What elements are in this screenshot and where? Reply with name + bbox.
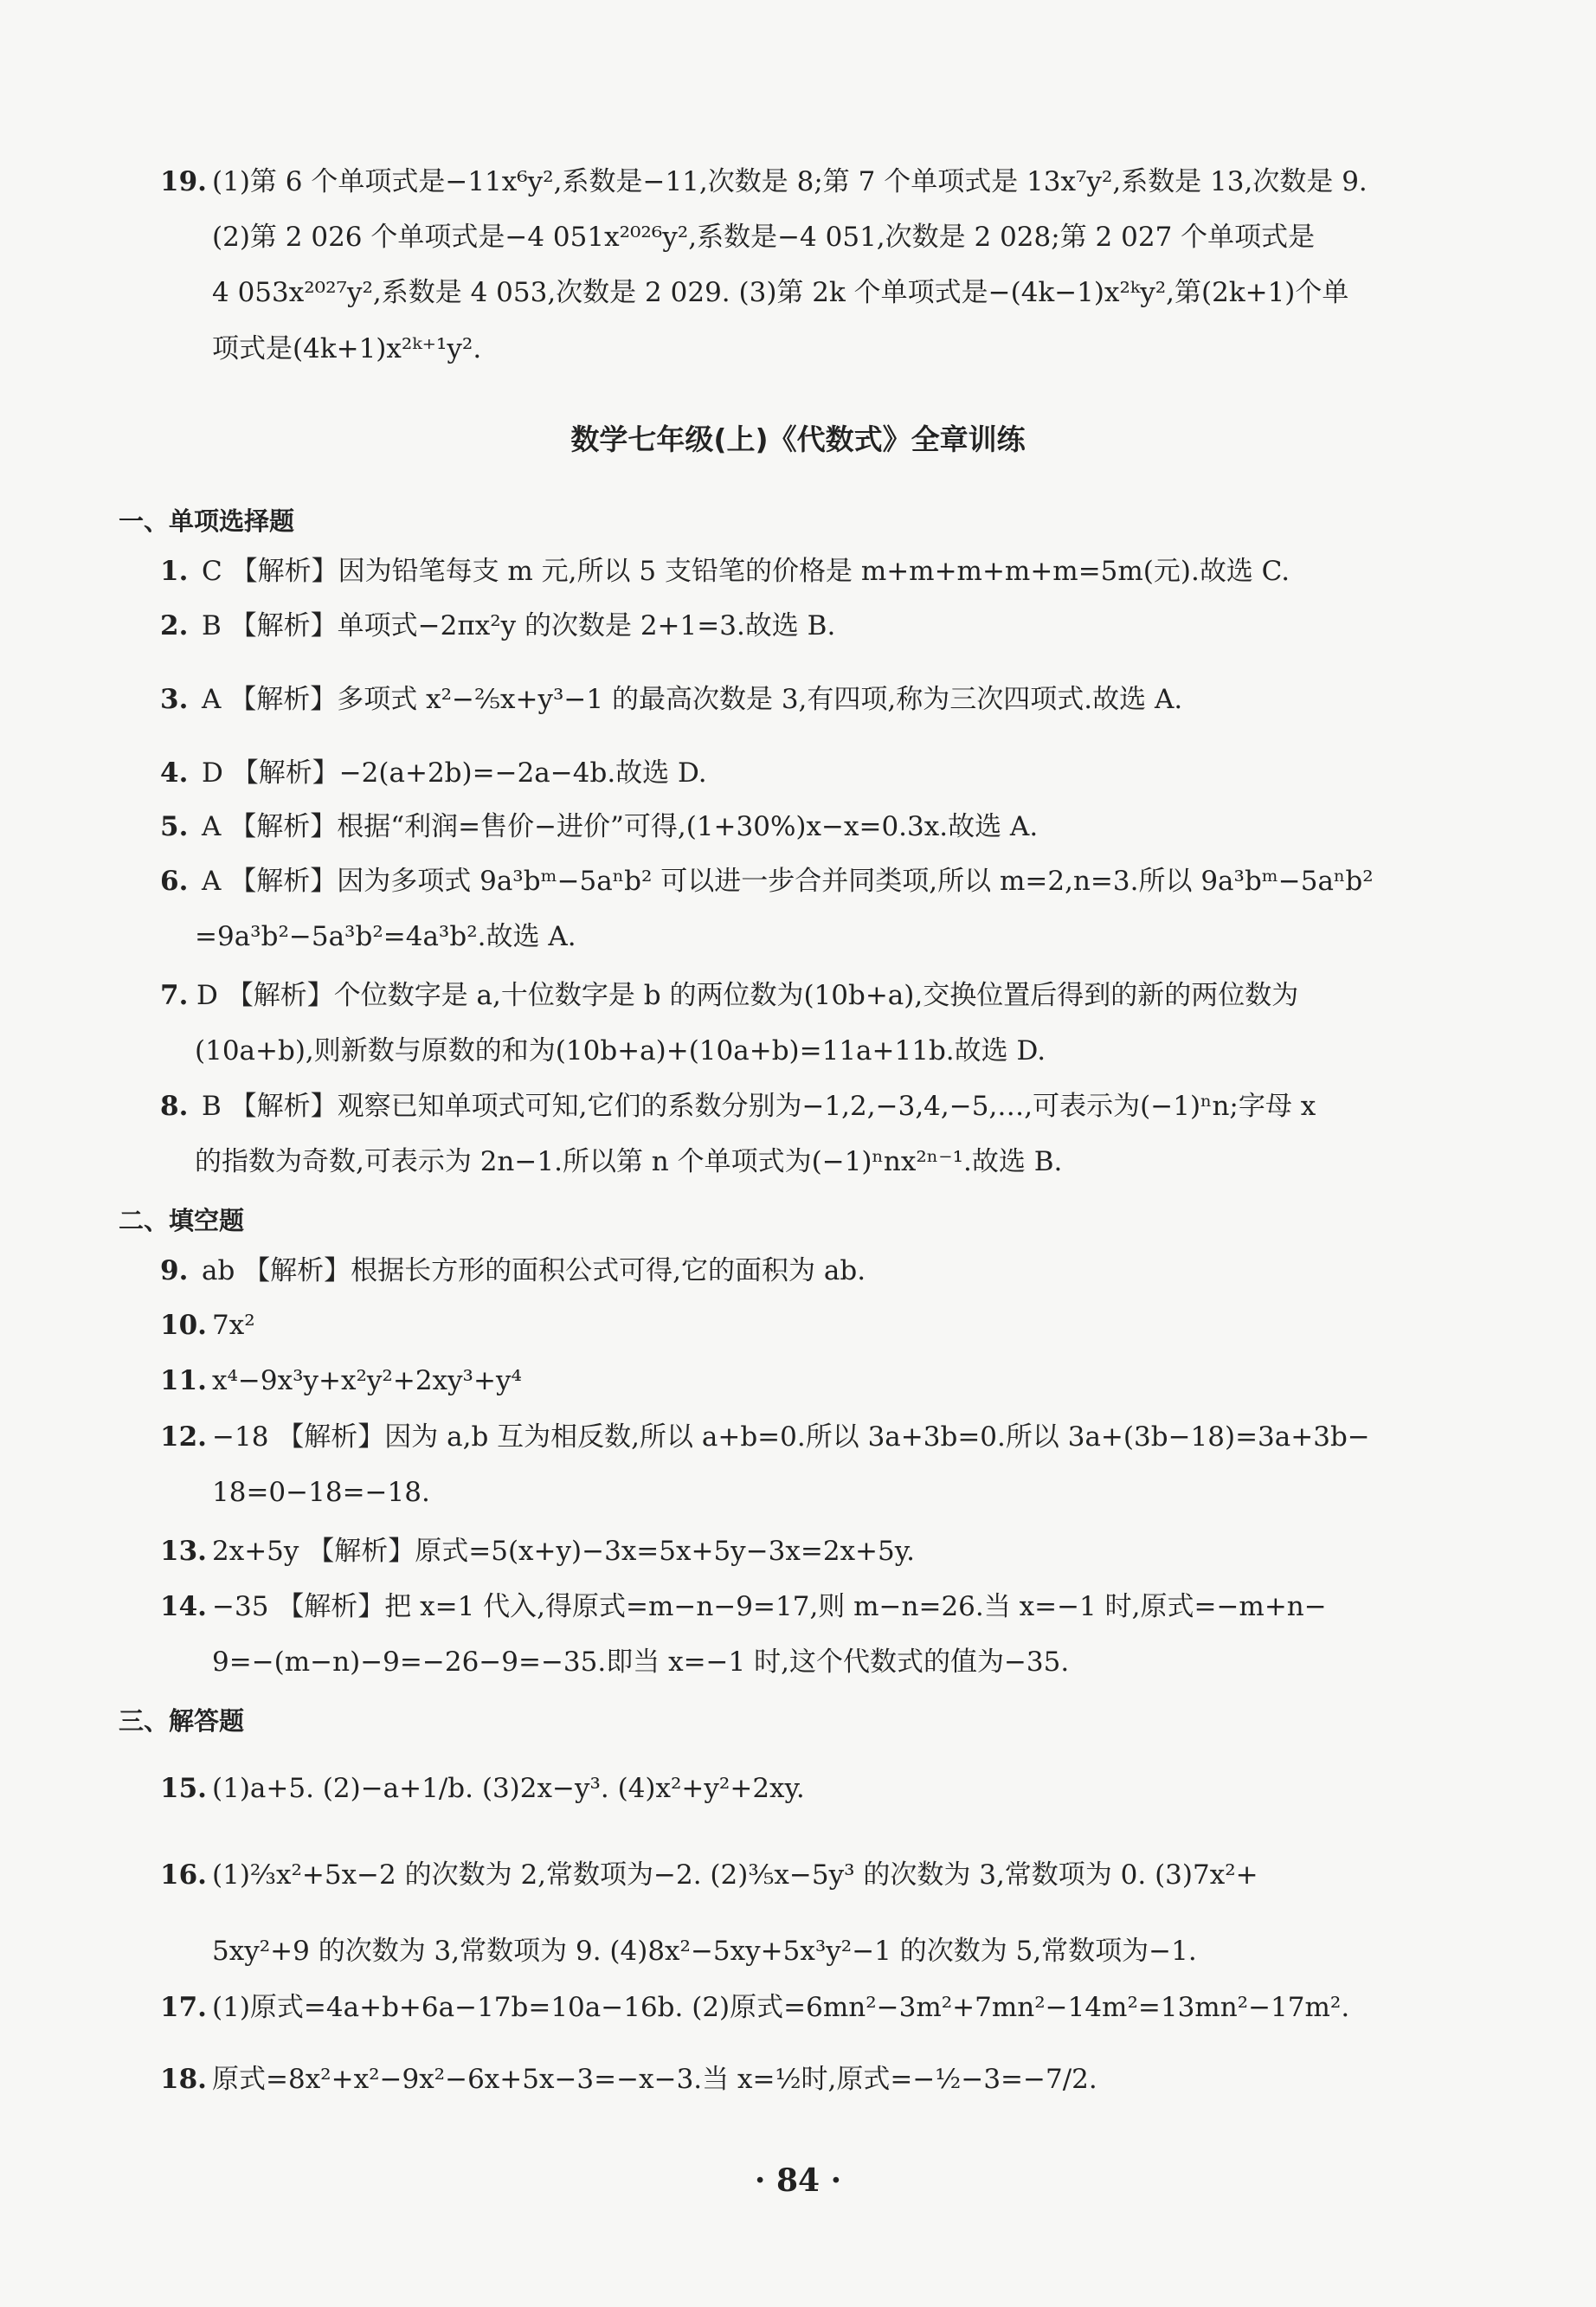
answer-text: B 【解析】观察已知单项式可知,它们的系数分别为−1,2,−3,4,−5,…,可表示为(−1)ⁿn;字母 x <box>202 1091 1316 1122</box>
question-number: 10. <box>160 1310 207 1341</box>
q14-line-2 <box>0 1645 1596 1679</box>
q17 <box>0 1990 1596 2025</box>
question-number: 4. <box>160 757 189 789</box>
q9 <box>0 1253 1596 1288</box>
q14-line-1 <box>0 1589 1596 1624</box>
answer-text: −35 【解析】把 x=1 代入,得原式=m−n−9=17,则 m−n=26.当 x=−1 时,原式=−m+n− <box>212 1591 1327 1622</box>
question-number: 19. <box>160 166 207 197</box>
q19-line-4 <box>0 332 1596 366</box>
q19-line-3 <box>0 275 1596 310</box>
answer-text: x⁴−9x³y+x²y²+2xy³+y⁴ <box>212 1365 522 1396</box>
q16-line-1 <box>0 1858 1596 1892</box>
q8-line-1 <box>0 1089 1596 1124</box>
q19-line-1 <box>0 164 1596 199</box>
question-number: 2. <box>160 610 189 641</box>
q8-line-2 <box>0 1144 1596 1179</box>
answer-text: 9=−(m−n)−9=−26−9=−35.即当 x=−1 时,这个代数式的值为−35. <box>212 1646 1070 1678</box>
question-number: 9. <box>160 1255 189 1286</box>
section-heading-problems: 三、解答题 <box>119 1706 245 1736</box>
question-number: 7. <box>160 980 189 1011</box>
q13 <box>0 1534 1596 1569</box>
q7-line-2 <box>0 1034 1596 1068</box>
answer-text: =9a³b²−5a³b²=4a³b².故选 A. <box>195 921 576 952</box>
question-number: 18. <box>160 2064 207 2095</box>
answer-text: A 【解析】根据“利润=售价−进价”可得,(1+30%)x−x=0.3x.故选 A. <box>202 811 1039 842</box>
answer-text: C 【解析】因为铅笔每支 m 元,所以 5 支铅笔的价格是 m+m+m+m+m=5m(元).故选 C. <box>202 556 1290 587</box>
question-number: 11. <box>160 1365 207 1396</box>
q5 <box>0 809 1596 844</box>
answer-text: (1)原式=4a+b+6a−17b=10a−16b. (2)原式=6mn²−3m²+7mn²−14m²=13mn²−17m². <box>212 1992 1350 2023</box>
answer-text: 7x² <box>212 1310 255 1341</box>
chapter-title: 数学七年级(上)《代数式》全章训练 <box>570 422 1026 456</box>
q10 <box>0 1308 1596 1343</box>
q16-line-2 <box>0 1934 1596 1969</box>
answer-text: D 【解析】−2(a+2b)=−2a−4b.故选 D. <box>202 757 707 789</box>
q3 <box>0 682 1596 717</box>
answer-text: 5xy²+9 的次数为 3,常数项为 9. (4)8x²−5xy+5x³y²−1 的次数为 5,常数项为−1. <box>212 1936 1197 1967</box>
q7-line-1 <box>0 978 1596 1013</box>
section-heading-fill-in: 二、填空题 <box>119 1206 245 1235</box>
answer-text: (1)⅔x²+5x−2 的次数为 2,常数项为−2. (2)⅗x−5y³ 的次数为 3,常数项为 0. (3)7x²+ <box>212 1859 1258 1891</box>
question-number: 15. <box>160 1773 207 1804</box>
q12-line-2 <box>0 1475 1596 1510</box>
answer-text: D 【解析】个位数字是 a,十位数字是 b 的两位数为(10b+a),交换位置后得到的新的两位数为 <box>196 980 1299 1011</box>
question-number: 3. <box>160 684 189 715</box>
q18 <box>0 2062 1596 2097</box>
q6-line-1 <box>0 864 1596 899</box>
q11 <box>0 1363 1596 1398</box>
section-heading-multiple-choice: 一、单项选择题 <box>119 506 295 536</box>
answer-text: (1)第 6 个单项式是−11x⁶y²,系数是−11,次数是 8;第 7 个单项式是 13x⁷y²,系数是 13,次数是 9. <box>212 166 1368 197</box>
question-number: 1. <box>160 556 189 587</box>
answer-text: (1)a+5. (2)−a+1/b. (3)2x−y³. (4)x²+y²+2xy. <box>212 1773 805 1804</box>
question-number: 8. <box>160 1091 189 1122</box>
q15 <box>0 1771 1596 1806</box>
answer-text: 项式是(4k+1)x²ᵏ⁺¹y². <box>212 333 482 364</box>
answer-text: 的指数为奇数,可表示为 2n−1.所以第 n 个单项式为(−1)ⁿnx²ⁿ⁻¹.故选 B. <box>195 1146 1063 1177</box>
question-number: 13. <box>160 1536 207 1567</box>
q1 <box>0 554 1596 589</box>
q2 <box>0 609 1596 643</box>
answer-text: 4 053x²⁰²⁷y²,系数是 4 053,次数是 2 029. (3)第 2k 个单项式是−(4k−1)x²ᵏy²,第(2k+1)个单 <box>212 277 1349 308</box>
question-number: 6. <box>160 866 189 897</box>
answer-text: 原式=8x²+x²−9x²−6x+5x−3=−x−3.当 x=½时,原式=−½−3=−7/2. <box>212 2064 1097 2095</box>
question-number: 17. <box>160 1992 207 2023</box>
answer-text: 18=0−18=−18. <box>212 1477 430 1508</box>
q19-line-2 <box>0 220 1596 255</box>
answer-text: (2)第 2 026 个单项式是−4 051x²⁰²⁶y²,系数是−4 051,次数是 2 028;第 2 027 个单项式是 <box>212 222 1316 253</box>
answer-text: 2x+5y 【解析】原式=5(x+y)−3x=5x+5y−3x=2x+5y. <box>212 1536 916 1567</box>
q6-line-2 <box>0 919 1596 954</box>
answer-text: B 【解析】单项式−2πx²y 的次数是 2+1=3.故选 B. <box>202 610 836 641</box>
q4 <box>0 756 1596 790</box>
page-number: · 84 · <box>754 2162 842 2199</box>
answer-text: −18 【解析】因为 a,b 互为相反数,所以 a+b=0.所以 3a+3b=0.所以 3a+(3b−18)=3a+3b− <box>212 1421 1370 1453</box>
answer-text: ab 【解析】根据长方形的面积公式可得,它的面积为 ab. <box>202 1255 866 1286</box>
question-number: 5. <box>160 811 189 842</box>
q12-line-1 <box>0 1420 1596 1454</box>
answer-text: A 【解析】因为多项式 9a³bᵐ−5aⁿb² 可以进一步合并同类项,所以 m=2,n=3.所以 9a³bᵐ−5aⁿb² <box>202 866 1374 897</box>
answer-text: (10a+b),则新数与原数的和为(10b+a)+(10a+b)=11a+11b.故选 D. <box>195 1035 1046 1067</box>
question-number: 12. <box>160 1421 207 1453</box>
answer-text: A 【解析】多项式 x²−⅖x+y³−1 的最高次数是 3,有四项,称为三次四项式.故选 A. <box>202 684 1183 715</box>
question-number: 16. <box>160 1859 207 1891</box>
question-number: 14. <box>160 1591 207 1622</box>
